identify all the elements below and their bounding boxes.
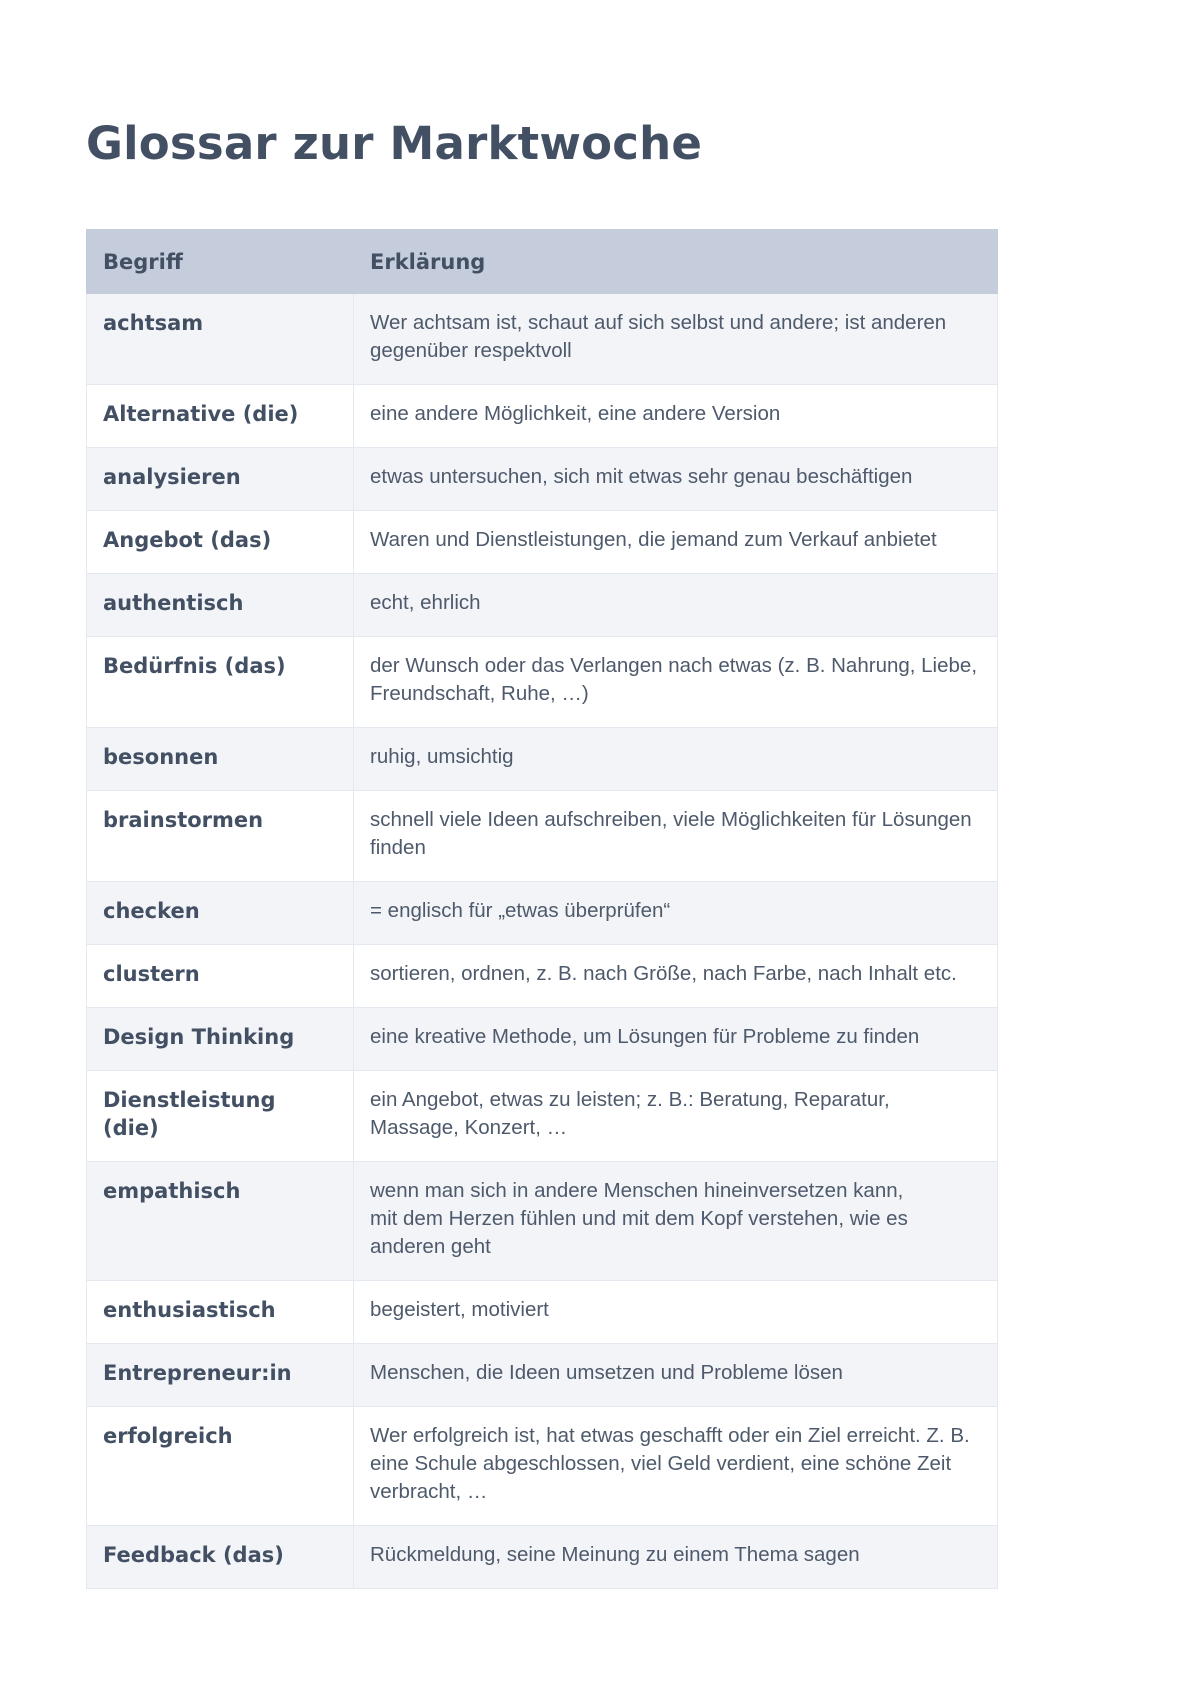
term-cell: erfolgreich	[87, 1407, 354, 1526]
column-header-term: Begriff	[87, 230, 354, 294]
definition-cell: ruhig, umsichtig	[354, 728, 998, 791]
term-cell: Dienstleistung (die)	[87, 1071, 354, 1162]
term-cell: checken	[87, 882, 354, 945]
definition-cell: etwas untersuchen, sich mit etwas sehr genau beschäftigen	[354, 448, 998, 511]
table-row	[87, 1281, 998, 1344]
table-header	[87, 230, 998, 294]
table-row	[87, 1008, 998, 1071]
term-cell: enthusiastisch	[87, 1281, 354, 1344]
term-cell: analysieren	[87, 448, 354, 511]
term-cell: Alternative (die)	[87, 385, 354, 448]
table-row	[87, 791, 998, 882]
table-row	[87, 945, 998, 1008]
term-cell: Entrepreneur:in	[87, 1344, 354, 1407]
table-row	[87, 511, 998, 574]
definition-cell: eine kreative Methode, um Lösungen für Probleme zu finden	[354, 1008, 998, 1071]
definition-cell: Wer erfolgreich ist, hat etwas geschafft oder ein Ziel erreicht. Z. B. eine Schule abgeschlossen, viel Geld verdient, eine schöne Zeit verbracht, …	[354, 1407, 998, 1526]
term-cell: achtsam	[87, 294, 354, 385]
table-row	[87, 1526, 998, 1589]
term-cell: brainstormen	[87, 791, 354, 882]
definition-cell: ein Angebot, etwas zu leisten; z. B.: Beratung, Reparatur, Massage, Konzert, …	[354, 1071, 998, 1162]
definition-cell: Rückmeldung, seine Meinung zu einem Thema sagen	[354, 1526, 998, 1589]
header-row	[87, 230, 998, 294]
definition-cell: Waren und Dienstleistungen, die jemand zum Verkauf anbietet	[354, 511, 998, 574]
table-body	[87, 294, 998, 1589]
definition-cell: wenn man sich in andere Menschen hineinversetzen kann, mit dem Herzen fühlen und mit dem Kopf verstehen, wie es anderen geht	[354, 1162, 998, 1281]
definition-cell: eine andere Möglichkeit, eine andere Version	[354, 385, 998, 448]
term-cell: besonnen	[87, 728, 354, 791]
term-cell: clustern	[87, 945, 354, 1008]
definition-cell: Wer achtsam ist, schaut auf sich selbst und andere; ist anderen gegenüber respektvoll	[354, 294, 998, 385]
column-header-definition: Erklärung	[354, 230, 998, 294]
definition-cell: = englisch für „etwas überprüfen“	[354, 882, 998, 945]
table-row	[87, 1407, 998, 1526]
table-row	[87, 882, 998, 945]
definition-cell: sortieren, ordnen, z. B. nach Größe, nach Farbe, nach Inhalt etc.	[354, 945, 998, 1008]
table-row	[87, 1344, 998, 1407]
definition-cell: begeistert, motiviert	[354, 1281, 998, 1344]
definition-cell: der Wunsch oder das Verlangen nach etwas (z. B. Nahrung, Liebe, Freundschaft, Ruhe, …)	[354, 637, 998, 728]
term-cell: Bedürfnis (das)	[87, 637, 354, 728]
term-cell: Angebot (das)	[87, 511, 354, 574]
page-title: Glossar zur Marktwoche	[86, 117, 703, 170]
table-row	[87, 1071, 998, 1162]
table-row	[87, 385, 998, 448]
definition-cell: echt, ehrlich	[354, 574, 998, 637]
table-row	[87, 574, 998, 637]
table-row	[87, 294, 998, 385]
table-row	[87, 637, 998, 728]
table-row	[87, 1162, 998, 1281]
term-cell: Feedback (das)	[87, 1526, 354, 1589]
table-row	[87, 728, 998, 791]
table-row	[87, 448, 998, 511]
term-cell: authentisch	[87, 574, 354, 637]
term-cell: empathisch	[87, 1162, 354, 1281]
definition-cell: schnell viele Ideen aufschreiben, viele Möglichkeiten für Lösungen finden	[354, 791, 998, 882]
definition-cell: Menschen, die Ideen umsetzen und Probleme lösen	[354, 1344, 998, 1407]
glossary-table	[86, 229, 998, 1589]
term-cell: Design Thinking	[87, 1008, 354, 1071]
